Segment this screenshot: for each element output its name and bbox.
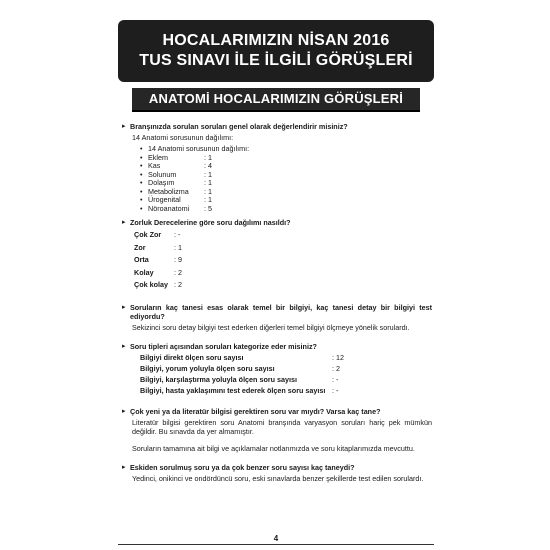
list-item: • 14 Anatomi sorusunun dağılımı: [140,144,250,153]
list-item: • Nöroanatomi : 5 [140,203,212,213]
difficulty-table [122,230,432,293]
table-row: Çok kolay : 2 [134,280,182,289]
table-row: Bilgiyi, hasta yaklaşımını test ederek ölçen soru sayısı : - [140,386,339,396]
question-3: ▸ Soruların kaç tanesi esas olarak temel bir bilgiyi, kaç tanesi detay bir bilgiyi test ediyordu? [122,303,432,321]
answer-6: Yedinci, onikinci ve ondördüncü soru, eski sınavlarda benzer şekillerde test edilen sorulardı. [132,474,424,484]
table-row: Bilgiyi, karşılaştırma yoluyla ölçen soru sayısı : - [140,374,339,384]
table-row: Kolay : 2 [134,267,182,277]
table-row: Zor : 1 [134,242,182,252]
question-6: ▸ Eskiden sorulmuş soru ya da çok benzer soru sayısı kaç taneydi? [122,463,432,472]
page-number: 4 [273,534,279,543]
list-item: • Metabolizma : 1 [140,186,212,196]
list-item: • Kas : 4 [140,161,212,170]
table-row: Bilgiyi direkt ölçen soru sayısı : 12 [140,352,344,362]
list-item: • Ürogenital : 1 [140,195,212,204]
list-item: • Dolaşım : 1 [140,178,212,187]
list-item: • Solunum : 1 [140,169,212,179]
title-banner [118,20,434,82]
title-line-1: HOCALARIMIZIN NİSAN 2016 [162,32,390,49]
table-row: Bilgiyi, yorum yoluyla ölçen soru sayısı : 2 [140,363,340,373]
content-body [122,118,432,483]
question-2: ▸ Zorluk Derecelerine göre soru dağılımı nasıldı? [122,218,432,227]
question-4: ▸ Soru tipleri açısından soruları kategorize eder misiniz? [122,342,432,351]
footer-rule [118,544,434,545]
section-heading: ANATOMİ HOCALARIMIZIN GÖRÜŞLERİ [132,88,420,112]
question-1: ▸ Branşınızda sorulan soruları genel olarak değerlendirir misiniz? [122,122,432,131]
list-item: • Eklem : 1 [140,152,212,162]
answer-5a: Literatür bilgisi gerektiren soru Anatomi branşında varyasyon soruları hariç pek mümkün değildir. Bu sınavda da yer almamıştır. [132,418,432,437]
document-page [118,6,434,546]
question-5: ▸ Çok yeni ya da literatür bilgisi gerektiren soru var mıydı? Varsa kaç tane? [122,407,432,416]
answer-1-intro: 14 Anatomi sorusunun dağılımı: [132,133,234,142]
topic-distribution-list [122,144,432,212]
answer-5b: Soruların tamamına ait bilgi ve açıklamalar notlarımızda ve soru kitaplarımızda mevcuttu. [132,444,415,454]
table-row: Çok Zor : - [134,230,181,239]
title-line-2: TUS SINAVI İLE İLGİLİ GÖRÜŞLERİ [139,52,413,69]
question-type-table [122,353,432,398]
answer-3: Sekizinci soru detay bilgiyi test ederken diğerleri temel bilgiyi ölçmeye yönelik sorulardı. [132,322,410,332]
table-row: Orta : 9 [134,255,182,264]
